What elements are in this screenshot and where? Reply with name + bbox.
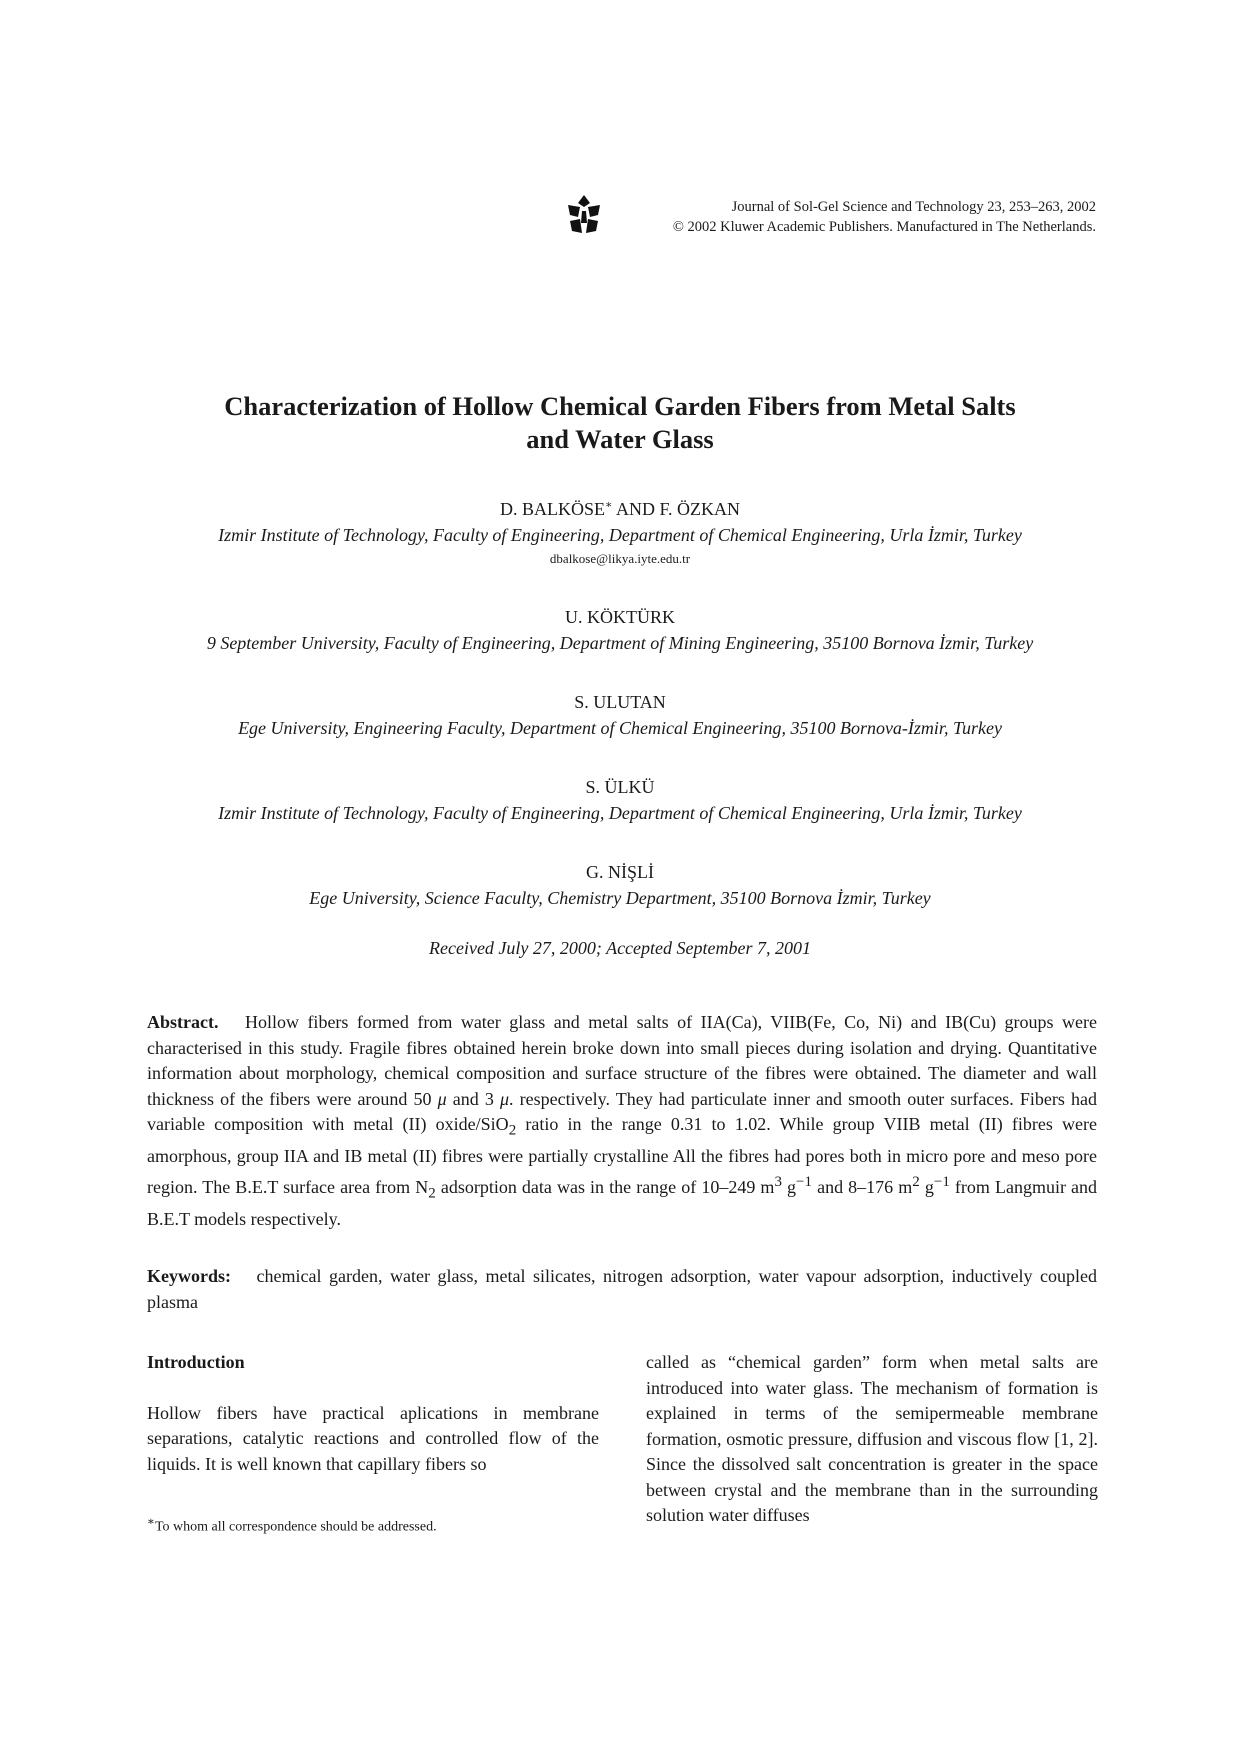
author-name: G. NİŞLİ	[586, 862, 654, 882]
author-affiliation: Izmir Institute of Technology, Faculty of Engineering, Department of Chemical Engineering, Urla İzmir, Turkey	[218, 803, 1022, 823]
subscript: 2	[428, 1185, 436, 1202]
abstract-text: g	[924, 1176, 934, 1197]
abstract-text: and 3	[452, 1088, 494, 1109]
journal-citation	[673, 197, 1096, 237]
section-heading: Introduction	[147, 1352, 245, 1372]
abstract-text: . respectively. They had particulate inner and smooth outer surfaces. Fibers had variable composition with metal (II) oxide/SiO	[147, 1088, 1097, 1134]
right-column	[646, 1350, 1098, 1529]
author-name: S. ULUTAN	[574, 692, 666, 712]
author-email[interactable]: dbalkose@likya.iyte.edu.tr	[549, 551, 691, 566]
footnote-text: To whom all correspondence should be addressed.	[154, 1519, 437, 1535]
author-affiliation: Izmir Institute of Technology, Faculty of Engineering, Department of Chemical Engineering, Urla İzmir, Turkey	[218, 525, 1022, 545]
title-line-1: Characterization of Hollow Chemical Garden Fibers from Metal Salts	[224, 391, 1016, 421]
author-block-5	[0, 859, 1240, 911]
journal-line: Journal of Sol-Gel Science and Technology 23, 253–263, 2002	[731, 199, 1096, 215]
author-and: AND	[615, 499, 655, 519]
author-affiliation: Ege University, Science Faculty, Chemistry Department, 35100 Bornova İzmir, Turkey	[309, 888, 931, 908]
footnote	[147, 1512, 607, 1538]
abstract	[147, 1010, 1097, 1232]
kluwer-logo-icon	[566, 193, 602, 239]
author-name: D. BALKÖSE	[499, 499, 605, 519]
abstract-text: g	[787, 1176, 797, 1197]
title-line-2: and Water Glass	[526, 424, 714, 454]
author-block-4	[0, 774, 1240, 826]
paper-title	[0, 390, 1240, 456]
abstract-label: Abstract.	[147, 1012, 219, 1032]
left-column	[147, 1350, 599, 1477]
author-block-3	[0, 689, 1240, 741]
received-dates: Received July 27, 2000; Accepted September 7, 2001	[428, 938, 812, 958]
intro-paragraph-left: Hollow fibers have practical aplications in membrane separations, catalytic reactions and controlled flow of the liquids. It is well known that capillary fibers so	[147, 1402, 599, 1474]
author-affiliation: Ege University, Engineering Faculty, Department of Chemical Engineering, 35100 Bornova-İzmir, Turkey	[238, 718, 1002, 738]
abstract-text: Hollow fibers formed from water glass and metal salts of IIA(Ca), VIIB(Fe, Co, Ni) and IB(Cu) groups were characterised in this study. Fragile fibres obtained herein broke down into small pieces during isolation and drying. Quantitative information about morphology, chemical composition and surface structure of the fibres were obtained. The diameter and wall thickness of the fibers were around 50	[147, 1012, 1098, 1109]
author-name: S. ÜLKÜ	[585, 777, 655, 797]
mu-symbol: μ	[437, 1088, 447, 1109]
keywords-label: Keywords:	[147, 1266, 231, 1286]
subscript: 2	[508, 1122, 517, 1139]
mu-symbol: μ	[500, 1088, 510, 1109]
author-block-2	[0, 604, 1240, 656]
keywords	[147, 1264, 1097, 1315]
author-affiliation: 9 September University, Faculty of Engineering, Department of Mining Engineering, 35100 Bornova İzmir, Turkey	[206, 633, 1034, 653]
superscript: −1	[796, 1173, 812, 1190]
footnote-mark: ∗	[147, 1515, 155, 1528]
intro-paragraph-right: called as “chemical garden” form when metal salts are introduced into water glass. The mechanism of formation is explained in terms of the semipermeable membrane formation, osmotic pressure, diffusion and viscous flow [1, 2]. Since the dissolved salt concentration is greater in the space between crystal and the membrane than in the surrounding solution water diffuses	[646, 1352, 1098, 1525]
superscript: 3	[774, 1173, 782, 1190]
journal-header	[566, 193, 1096, 243]
superscript: −1	[933, 1173, 950, 1190]
author-name: U. KÖKTÜRK	[565, 607, 675, 627]
superscript: 2	[912, 1173, 920, 1190]
author-block-1	[0, 492, 1240, 570]
abstract-text: adsorption data was in the range of 10–249 m	[440, 1176, 775, 1197]
author-names	[0, 492, 1240, 522]
keywords-text: chemical garden, water glass, metal silicates, nitrogen adsorption, water vapour adsorption, inductively coupled plasma	[147, 1266, 1097, 1312]
abstract-text: from Langmuir and B.E.T models respectively.	[147, 1176, 1098, 1229]
copyright-line: © 2002 Kluwer Academic Publishers. Manufactured in The Netherlands.	[672, 219, 1096, 235]
abstract-text: and 8–176 m	[817, 1176, 913, 1197]
coauthor-name: F. ÖZKAN	[659, 499, 741, 519]
abstract-text: ratio in the range 0.31 to 1.02. While group VIIB metal (II) fibres were amorphous, group IIA and IB metal (II) fibres were partially crystalline All the fibres had pores both in micro pore and meso pore region. The B.E.T surface area from N	[147, 1114, 1097, 1197]
corresponding-mark: ∗	[604, 499, 613, 511]
